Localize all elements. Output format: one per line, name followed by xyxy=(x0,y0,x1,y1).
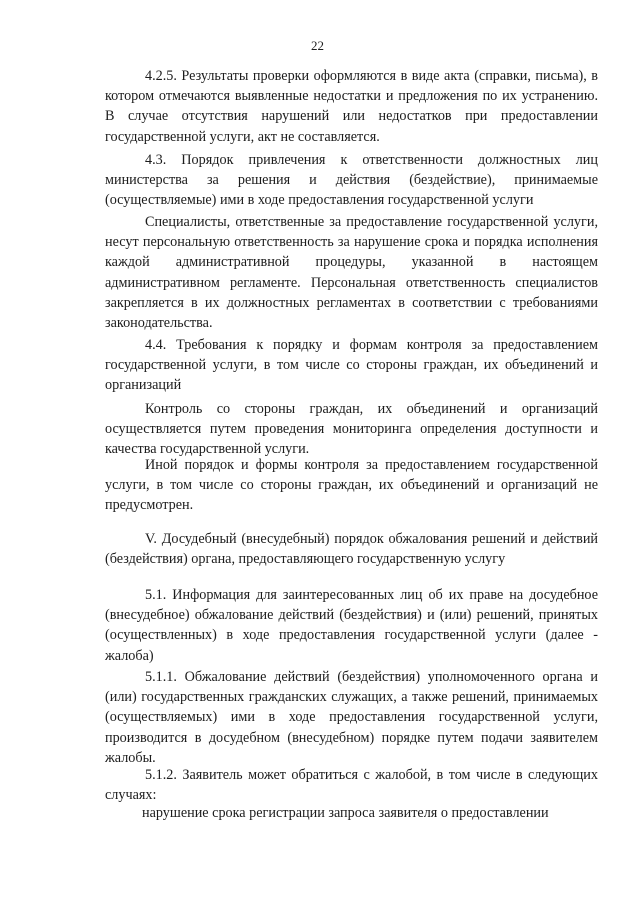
section-v-heading: V. Досудебный (внесудебный) порядок обжалования решений и действий (бездействия) органа, предоставляющего государственную услугу xyxy=(105,531,598,568)
paragraph-registration-violation: нарушение срока регистрации запроса заявителя о предоставлении xyxy=(142,805,549,821)
page-number: 22 xyxy=(311,38,324,53)
paragraph-other-control: Иной порядок и формы контроля за предоставлением государственной услуги, в том числе со стороны граждан, их объединений и организаций не предусмотрен. xyxy=(105,457,598,514)
heading-4-3: 4.3. Порядок привлечения к ответственности должностных лиц министерства за решения и действия (бездействие), принимаемые (осуществляемые) ими в ходе предоставления государственной услуги xyxy=(105,152,598,209)
paragraph-citizen-control: Контроль со стороны граждан, их объединений и организаций осуществляется путем проведения мониторинга определения доступности и качества государственной услуги. xyxy=(105,401,598,458)
paragraph-5-1-1: 5.1.1. Обжалование действий (бездействия) уполномоченного органа и (или) государственных гражданских служащих, а также решений, принимаемых (осуществляемых) ими в ходе предоставления государственной услуги, производится в досудебном (внесудебном) порядке путем подачи заявителем жалобы. xyxy=(105,669,598,766)
heading-4-4: 4.4. Требования к порядку и формам контроля за предоставлением государственной услуги, в том числе со стороны граждан, их объединений и организаций xyxy=(105,337,598,394)
paragraph-5-1-2: 5.1.2. Заявитель может обратиться с жалобой, в том числе в следующих случаях: xyxy=(105,767,598,804)
paragraph-5-1: 5.1. Информация для заинтересованных лиц об их праве на досудебное (внесудебное) обжалование действий (бездействия) и (или) решений, принятых (осуществленных) в ходе предоставления государственной услуги (далее - жалоба) xyxy=(105,587,598,664)
paragraph-specialists-responsibility: Специалисты, ответственные за предоставление государственной услуги, несут персональную ответственность за нарушение срока и порядка исполнения каждой административной процедуры, указанной в настоящем административном регламенте. Персональная ответственность специалистов закрепляется в их должностных регламентах в соответствии с требованиями законодательства. xyxy=(105,214,598,332)
paragraph-4-2-5: 4.2.5. Результаты проверки оформляются в виде акта (справки, письма), в котором отмечаются выявленные недостатки и предложения по их устранению. В случае отсутствия нарушений или недостатков при предоставлении государственной услуги, акт не составляется. xyxy=(105,68,598,145)
